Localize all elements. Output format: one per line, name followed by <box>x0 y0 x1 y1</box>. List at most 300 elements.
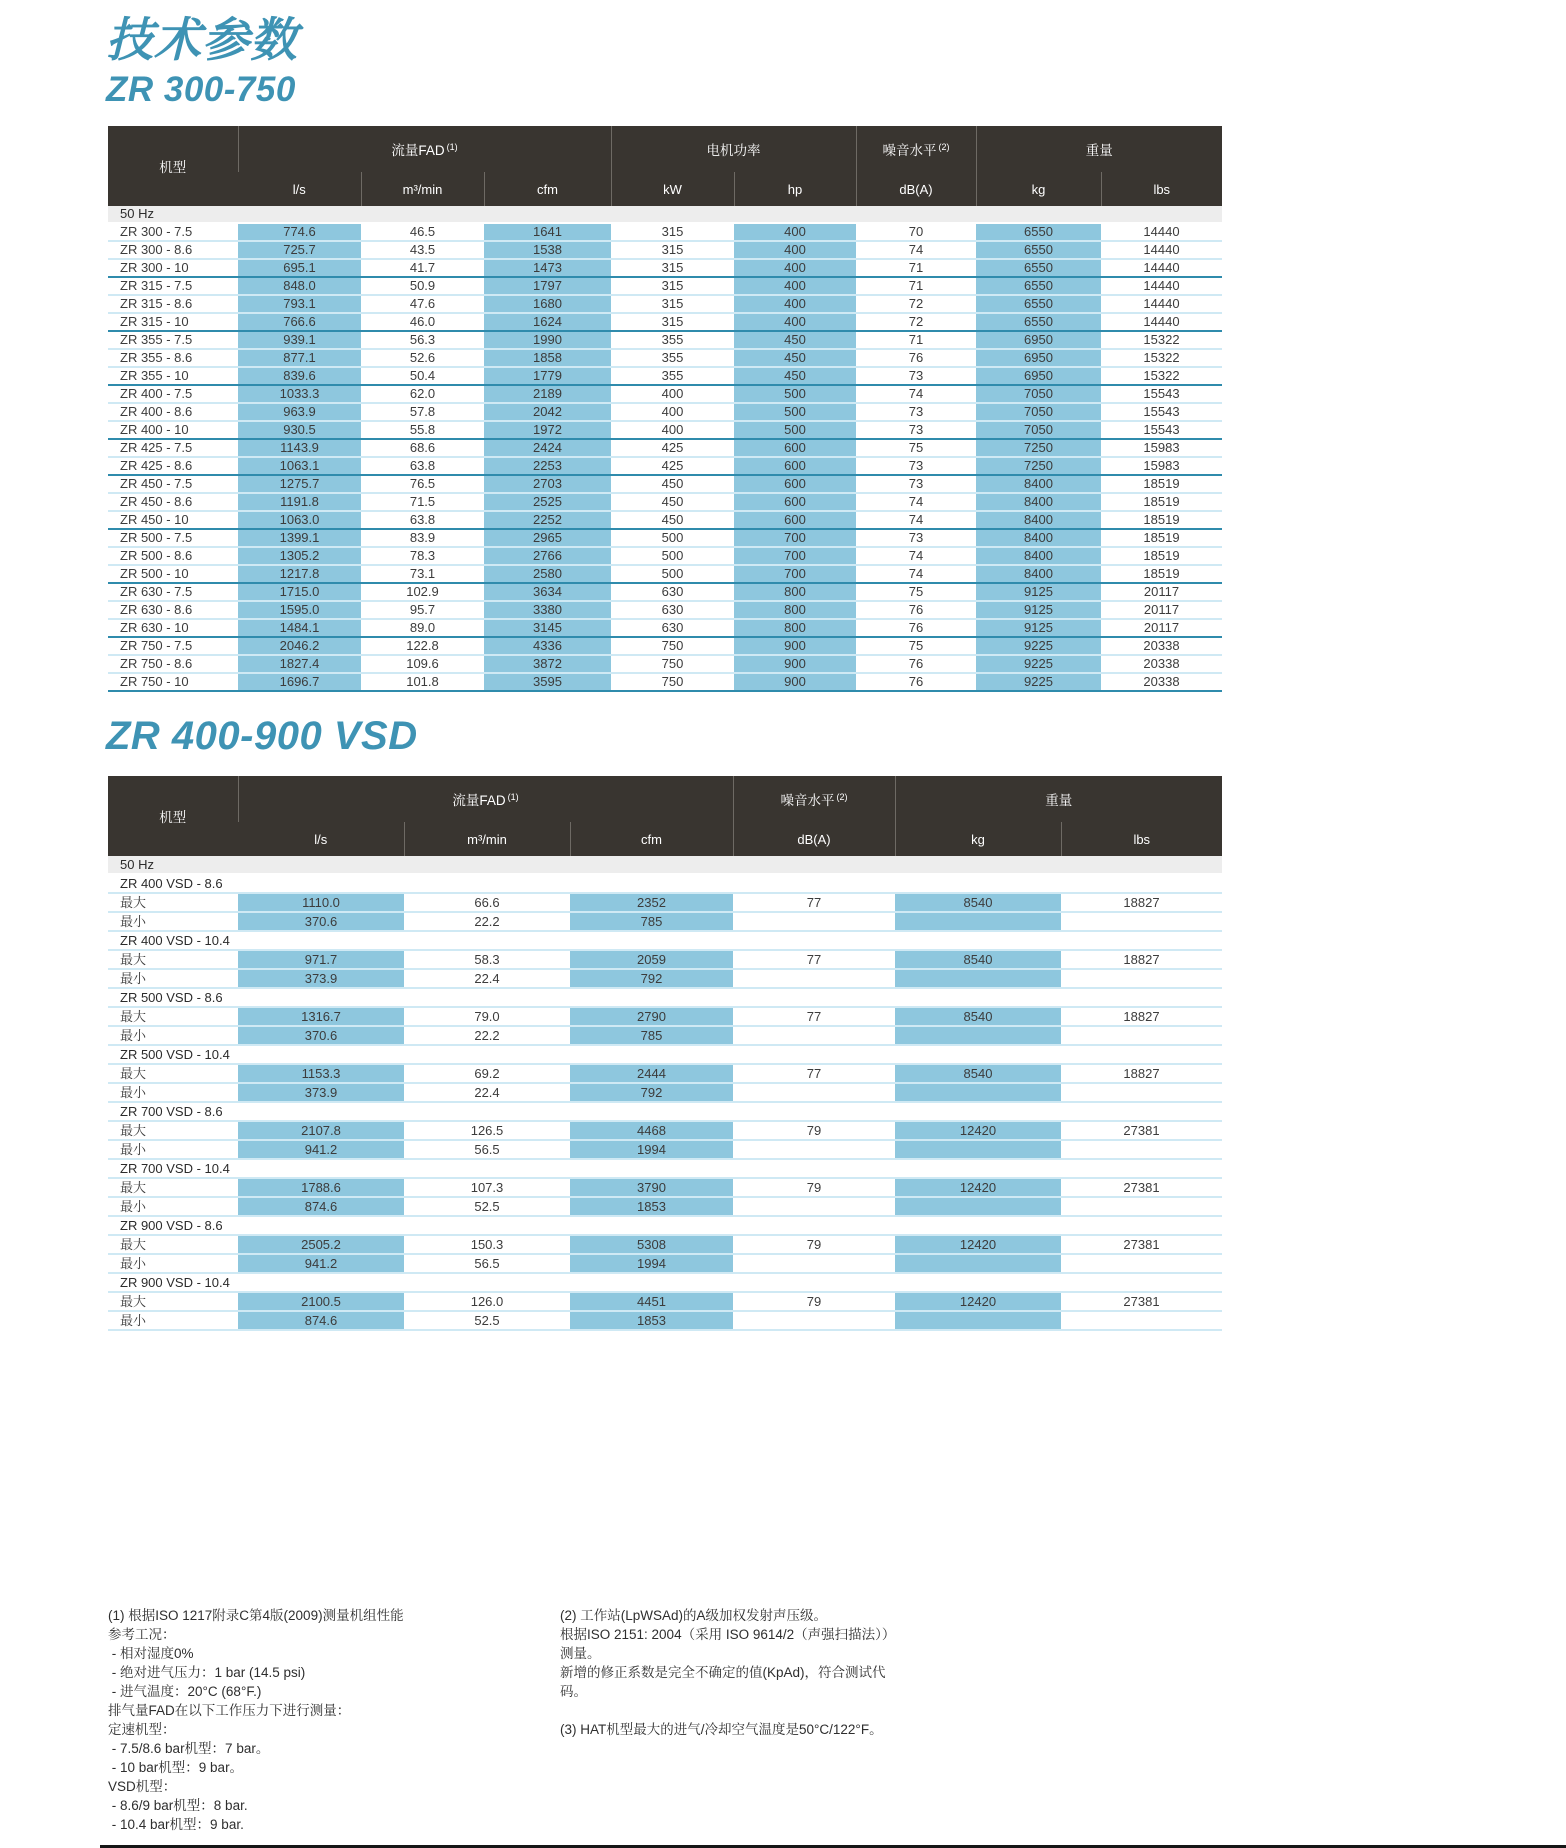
value-cell: 1797 <box>484 277 611 295</box>
value-cell: 1853 <box>570 1197 733 1216</box>
value-cell: 630 <box>661 620 684 635</box>
model-cell: ZR 750 - 7.5 <box>120 638 193 653</box>
value-cell: 1994 <box>570 1140 733 1159</box>
value-cell: 63.8 <box>409 512 436 527</box>
value-cell: 450 <box>661 476 684 491</box>
col-group-weight-label: 重量 <box>1045 793 1073 808</box>
value-cell: 15543 <box>1143 386 1180 401</box>
model-cell: ZR 400 VSD - 10.4 <box>120 933 230 948</box>
value-cell: 27381 <box>1123 1294 1160 1309</box>
value-cell: 1641 <box>484 223 611 241</box>
value-cell: 56.5 <box>474 1142 500 1157</box>
value-cell: 877.1 <box>238 349 361 367</box>
col-group-motor-power <box>611 126 856 172</box>
table-row <box>108 259 1222 277</box>
value-cell: 73.1 <box>409 566 436 581</box>
table-row <box>108 493 1222 511</box>
footnote-line: 新增的修正系数是完全不确定的值(KpAd)，符合测试代 <box>560 1665 886 1680</box>
model-cell: ZR 630 - 8.6 <box>120 602 193 617</box>
value-cell: 355 <box>661 350 684 365</box>
value-cell: 373.9 <box>238 969 404 988</box>
footnote-line: - 10 bar机型：9 bar。 <box>108 1760 244 1775</box>
value-cell: 2424 <box>484 439 611 457</box>
value-cell: 73 <box>908 476 924 491</box>
value-cell: 315 <box>661 296 684 311</box>
value-cell: 793.1 <box>238 295 361 313</box>
value-cell: 400 <box>734 295 856 313</box>
table-row <box>108 223 1222 241</box>
value-cell: 4336 <box>484 637 611 655</box>
model-cell: ZR 500 - 8.6 <box>120 548 193 563</box>
value-cell: 76 <box>908 350 924 365</box>
value-cell: 15543 <box>1143 422 1180 437</box>
value-cell: 76 <box>908 656 924 671</box>
row-label-cell: 最小 <box>120 914 147 929</box>
value-cell: 77 <box>806 1066 822 1081</box>
footnote-ref-2: (2) <box>938 141 950 152</box>
value-cell: 52.5 <box>474 1313 500 1328</box>
value-cell: 400 <box>661 386 684 401</box>
table-row <box>108 1311 1222 1330</box>
value-cell: 8400 <box>976 511 1101 529</box>
footnote-line: 码。 <box>560 1684 587 1699</box>
value-cell: 425 <box>661 440 684 455</box>
value-cell: 600 <box>734 457 856 475</box>
value-cell: 73 <box>908 530 924 545</box>
section-title-zr300-750: ZR 300-750 <box>106 70 296 109</box>
value-cell: 2252 <box>484 511 611 529</box>
value-cell: 8400 <box>976 565 1101 583</box>
value-cell: 77 <box>806 895 822 910</box>
value-cell: 963.9 <box>238 403 361 421</box>
value-cell: 600 <box>734 493 856 511</box>
model-cell: ZR 500 - 10 <box>120 566 189 581</box>
value-cell: 8400 <box>976 529 1101 547</box>
value-cell: 1473 <box>484 259 611 277</box>
model-cell: ZR 300 - 7.5 <box>120 224 193 239</box>
value-cell: 74 <box>908 566 924 581</box>
value-cell: 1033.3 <box>238 385 361 403</box>
value-cell: 74 <box>908 512 924 527</box>
value-cell: 1715.0 <box>238 583 361 601</box>
value-cell: 14440 <box>1143 314 1180 329</box>
value-cell: 8540 <box>895 1064 1061 1083</box>
model-subsection-row <box>108 1102 1222 1121</box>
value-cell: 2189 <box>484 385 611 403</box>
footnote-line: (3) HAT机型最大的进气/冷却空气温度是50°C/122°F。 <box>560 1722 883 1737</box>
value-cell: 20338 <box>1143 656 1180 671</box>
value-cell: 425 <box>661 458 684 473</box>
value-cell: 315 <box>661 314 684 329</box>
value-cell: 792 <box>570 1083 733 1102</box>
value-cell: 400 <box>661 404 684 419</box>
model-cell: ZR 750 - 10 <box>120 674 189 689</box>
value-cell: 700 <box>734 565 856 583</box>
value-cell: 2790 <box>570 1007 733 1026</box>
footnote-line: - 相对湿度0% <box>108 1646 194 1661</box>
value-cell: 315 <box>661 278 684 293</box>
value-cell: 2100.5 <box>238 1292 404 1311</box>
table-row <box>108 331 1222 349</box>
value-cell: 73 <box>908 404 924 419</box>
table-row <box>108 295 1222 313</box>
value-cell: 1827.4 <box>238 655 361 673</box>
table-row <box>108 1197 1222 1216</box>
value-cell: 78.3 <box>409 548 436 563</box>
value-cell: 126.0 <box>470 1294 504 1309</box>
row-label-cell: 最大 <box>120 1237 147 1252</box>
value-cell: 3872 <box>484 655 611 673</box>
value-cell: 939.1 <box>238 331 361 349</box>
value-cell: 500 <box>734 385 856 403</box>
value-cell: 2505.2 <box>238 1235 404 1254</box>
footnote-ref-1: (1) <box>507 791 519 802</box>
value-cell: 900 <box>734 655 856 673</box>
value-cell: 450 <box>661 512 684 527</box>
value-cell: 3145 <box>484 619 611 637</box>
table-row <box>108 893 1222 912</box>
footnote-line: - 进气温度：20°C (68°F.) <box>108 1684 262 1699</box>
value-cell: 1316.7 <box>238 1007 404 1026</box>
value-cell: 73 <box>908 422 924 437</box>
value-cell: 14440 <box>1143 296 1180 311</box>
value-cell: 1217.8 <box>238 565 361 583</box>
table-row <box>108 655 1222 673</box>
value-cell: 20117 <box>1143 620 1180 635</box>
value-cell: 79 <box>806 1123 822 1138</box>
value-cell: 500 <box>734 403 856 421</box>
value-cell: 5308 <box>570 1235 733 1254</box>
row-label-cell: 最小 <box>120 1028 147 1043</box>
value-cell: 1063.0 <box>238 511 361 529</box>
value-cell: 1858 <box>484 349 611 367</box>
value-cell: 8400 <box>976 493 1101 511</box>
value-cell: 315 <box>661 242 684 257</box>
value-cell <box>733 1254 895 1273</box>
row-label-cell: 最大 <box>120 1066 147 1081</box>
value-cell: 77 <box>806 1009 822 1024</box>
table-row <box>108 1007 1222 1026</box>
model-cell: ZR 300 - 10 <box>120 260 189 275</box>
value-cell: 7250 <box>976 457 1101 475</box>
row-label-cell: 最小 <box>120 1313 147 1328</box>
value-cell: 55.8 <box>409 422 436 437</box>
value-cell: 14440 <box>1143 260 1180 275</box>
value-cell: 3790 <box>570 1178 733 1197</box>
model-cell: ZR 700 VSD - 8.6 <box>120 1104 223 1119</box>
value-cell: 6550 <box>976 277 1101 295</box>
value-cell: 73 <box>908 458 924 473</box>
value-cell: 57.8 <box>409 404 436 419</box>
row-label-cell: 最小 <box>120 1256 147 1271</box>
value-cell: 9225 <box>976 655 1101 673</box>
value-cell: 79 <box>806 1294 822 1309</box>
value-cell: 1696.7 <box>238 673 361 691</box>
model-subsection-row <box>108 1273 1222 1292</box>
unit-ls: l/s <box>238 172 361 206</box>
value-cell: 74 <box>908 386 924 401</box>
unit-kg: kg <box>976 172 1101 206</box>
value-cell: 2253 <box>484 457 611 475</box>
table-row <box>108 529 1222 547</box>
table-row <box>108 349 1222 367</box>
table-row <box>108 367 1222 385</box>
value-cell: 9225 <box>976 637 1101 655</box>
model-cell: ZR 425 - 8.6 <box>120 458 193 473</box>
table-row <box>108 969 1222 988</box>
value-cell: 83.9 <box>409 530 436 545</box>
footnote-column-1 <box>108 1606 488 1834</box>
model-subsection-row <box>108 1159 1222 1178</box>
model-cell: ZR 450 - 10 <box>120 512 189 527</box>
value-cell: 400 <box>734 223 856 241</box>
model-cell: ZR 425 - 7.5 <box>120 440 193 455</box>
table-row <box>108 1254 1222 1273</box>
value-cell: 6950 <box>976 367 1101 385</box>
col-group-fad-label: 流量FAD <box>452 793 506 808</box>
table-row <box>108 313 1222 331</box>
col-group-noise-label: 噪音水平 <box>882 143 937 158</box>
row-label-cell: 最大 <box>120 895 147 910</box>
value-cell: 3595 <box>484 673 611 691</box>
value-cell: 79.0 <box>474 1009 500 1024</box>
value-cell: 1972 <box>484 421 611 439</box>
value-cell <box>1061 969 1222 988</box>
value-cell: 14440 <box>1143 278 1180 293</box>
model-cell: ZR 355 - 7.5 <box>120 332 193 347</box>
value-cell: 1305.2 <box>238 547 361 565</box>
value-cell: 6550 <box>976 223 1101 241</box>
value-cell: 70 <box>908 224 924 239</box>
footnote-line <box>560 1701 1030 1720</box>
value-cell: 6550 <box>976 295 1101 313</box>
value-cell: 15543 <box>1143 404 1180 419</box>
value-cell: 77 <box>806 952 822 967</box>
value-cell: 8400 <box>976 475 1101 493</box>
value-cell: 1779 <box>484 367 611 385</box>
model-cell: ZR 315 - 10 <box>120 314 189 329</box>
model-cell: ZR 900 VSD - 8.6 <box>120 1218 223 1233</box>
value-cell: 22.2 <box>474 914 500 929</box>
value-cell <box>733 1083 895 1102</box>
value-cell: 750 <box>661 674 684 689</box>
table-row <box>108 1235 1222 1254</box>
value-cell: 725.7 <box>238 241 361 259</box>
row-label-cell: 最大 <box>120 1180 147 1195</box>
value-cell: 1624 <box>484 313 611 331</box>
value-cell <box>1061 1311 1222 1330</box>
value-cell: 1063.1 <box>238 457 361 475</box>
value-cell: 630 <box>661 584 684 599</box>
model-subsection-row <box>108 931 1222 950</box>
model-cell: ZR 355 - 8.6 <box>120 350 193 365</box>
value-cell: 20338 <box>1143 674 1180 689</box>
value-cell <box>733 1311 895 1330</box>
value-cell <box>733 1140 895 1159</box>
frequency-section-row <box>108 856 1222 874</box>
value-cell: 800 <box>734 583 856 601</box>
value-cell: 79 <box>806 1180 822 1195</box>
table-row <box>108 403 1222 421</box>
value-cell: 1110.0 <box>238 893 404 912</box>
value-cell: 41.7 <box>409 260 436 275</box>
model-cell: ZR 630 - 10 <box>120 620 189 635</box>
row-label-cell: 最小 <box>120 971 147 986</box>
value-cell: 107.3 <box>470 1180 504 1195</box>
value-cell: 126.5 <box>470 1123 504 1138</box>
value-cell: 15322 <box>1143 350 1180 365</box>
value-cell: 500 <box>661 530 684 545</box>
model-cell: ZR 400 - 7.5 <box>120 386 193 401</box>
value-cell: 2046.2 <box>238 637 361 655</box>
value-cell: 22.2 <box>474 1028 500 1043</box>
table-row <box>108 673 1222 691</box>
value-cell: 72 <box>908 314 924 329</box>
value-cell <box>895 1026 1061 1045</box>
row-label-cell: 最小 <box>120 1085 147 1100</box>
value-cell: 1788.6 <box>238 1178 404 1197</box>
unit-ls: l/s <box>238 822 404 856</box>
row-label-cell: 最大 <box>120 1009 147 1024</box>
footnote-line: - 7.5/8.6 bar机型：7 bar。 <box>108 1741 270 1756</box>
value-cell: 73 <box>908 368 924 383</box>
table-row <box>108 241 1222 259</box>
model-cell: ZR 500 - 7.5 <box>120 530 193 545</box>
value-cell: 400 <box>734 241 856 259</box>
value-cell: 102.9 <box>406 584 439 599</box>
model-cell: ZR 400 - 8.6 <box>120 404 193 419</box>
value-cell: 4468 <box>570 1121 733 1140</box>
value-cell: 75 <box>908 440 924 455</box>
col-group-weight <box>976 126 1222 172</box>
value-cell: 56.3 <box>409 332 436 347</box>
value-cell: 2965 <box>484 529 611 547</box>
table-row <box>108 547 1222 565</box>
value-cell: 109.6 <box>406 656 439 671</box>
row-label-cell: 最小 <box>120 1142 147 1157</box>
unit-cfm: cfm <box>570 822 733 856</box>
value-cell <box>895 912 1061 931</box>
value-cell: 2352 <box>570 893 733 912</box>
value-cell: 400 <box>734 277 856 295</box>
value-cell: 75 <box>908 584 924 599</box>
value-cell: 930.5 <box>238 421 361 439</box>
model-cell: ZR 400 - 10 <box>120 422 189 437</box>
unit-m3min: m³/min <box>404 822 570 856</box>
table-row <box>108 439 1222 457</box>
value-cell: 18519 <box>1143 512 1180 527</box>
footnote-line: - 绝对进气压力：1 bar (14.5 psi) <box>108 1665 306 1680</box>
value-cell: 43.5 <box>409 242 436 257</box>
value-cell: 22.4 <box>474 971 500 986</box>
unit-lbs: lbs <box>1101 172 1222 206</box>
model-cell: ZR 400 VSD - 8.6 <box>120 876 223 891</box>
value-cell: 52.6 <box>409 350 436 365</box>
value-cell: 9125 <box>976 583 1101 601</box>
value-cell: 18827 <box>1123 952 1160 967</box>
footnote-column-2 <box>560 1606 1030 1834</box>
footnote-line: - 8.6/9 bar机型：8 bar. <box>108 1798 248 1813</box>
col-group-noise <box>856 126 976 172</box>
value-cell: 785 <box>570 1026 733 1045</box>
table-row <box>108 1121 1222 1140</box>
table-row <box>108 601 1222 619</box>
value-cell: 450 <box>734 367 856 385</box>
value-cell: 18519 <box>1143 476 1180 491</box>
table-row <box>108 385 1222 403</box>
value-cell: 47.6 <box>409 296 436 311</box>
value-cell: 50.4 <box>409 368 436 383</box>
value-cell: 2766 <box>484 547 611 565</box>
value-cell: 8540 <box>895 893 1061 912</box>
value-cell: 971.7 <box>238 950 404 969</box>
value-cell: 874.6 <box>238 1197 404 1216</box>
value-cell: 46.5 <box>409 224 436 239</box>
value-cell: 2042 <box>484 403 611 421</box>
value-cell: 122.8 <box>406 638 439 653</box>
value-cell <box>1061 1083 1222 1102</box>
value-cell: 76 <box>908 674 924 689</box>
value-cell: 1990 <box>484 331 611 349</box>
value-cell: 8540 <box>895 950 1061 969</box>
value-cell: 848.0 <box>238 277 361 295</box>
value-cell: 68.6 <box>409 440 436 455</box>
value-cell <box>733 969 895 988</box>
table-row <box>108 475 1222 493</box>
table-row <box>108 637 1222 655</box>
value-cell: 22.4 <box>474 1085 500 1100</box>
value-cell <box>895 1083 1061 1102</box>
col-header-model: 机型 <box>108 126 238 206</box>
col-group-motor-power-label: 电机功率 <box>706 143 761 158</box>
value-cell: 20117 <box>1143 602 1180 617</box>
table-row <box>108 1026 1222 1045</box>
model-subsection-row <box>108 988 1222 1007</box>
value-cell: 450 <box>734 349 856 367</box>
table-row <box>108 277 1222 295</box>
value-cell: 20338 <box>1143 638 1180 653</box>
value-cell: 20117 <box>1143 584 1180 599</box>
value-cell: 8540 <box>895 1007 1061 1026</box>
value-cell: 46.0 <box>409 314 436 329</box>
value-cell: 27381 <box>1123 1237 1160 1252</box>
value-cell: 18519 <box>1143 566 1180 581</box>
zr400-900-vsd-spec-table <box>108 776 1222 1331</box>
value-cell: 74 <box>908 494 924 509</box>
unit-kw: kW <box>611 172 734 206</box>
value-cell: 874.6 <box>238 1311 404 1330</box>
value-cell <box>733 1026 895 1045</box>
value-cell: 18519 <box>1143 494 1180 509</box>
value-cell: 315 <box>661 224 684 239</box>
value-cell <box>895 1197 1061 1216</box>
col-group-noise-label: 噪音水平 <box>780 793 835 808</box>
value-cell: 355 <box>661 332 684 347</box>
unit-m3min: m³/min <box>361 172 484 206</box>
value-cell: 71 <box>908 278 924 293</box>
value-cell: 2525 <box>484 493 611 511</box>
value-cell: 7250 <box>976 439 1101 457</box>
table-row <box>108 511 1222 529</box>
value-cell: 450 <box>661 494 684 509</box>
value-cell <box>1061 1140 1222 1159</box>
row-label-cell: 最小 <box>120 1199 147 1214</box>
value-cell: 76.5 <box>409 476 436 491</box>
table-row <box>108 1178 1222 1197</box>
footnote-line: 根据ISO 2151: 2004（采用 ISO 9614/2（声强扫描法）） <box>560 1627 896 1642</box>
value-cell: 6550 <box>976 241 1101 259</box>
value-cell: 79 <box>806 1237 822 1252</box>
